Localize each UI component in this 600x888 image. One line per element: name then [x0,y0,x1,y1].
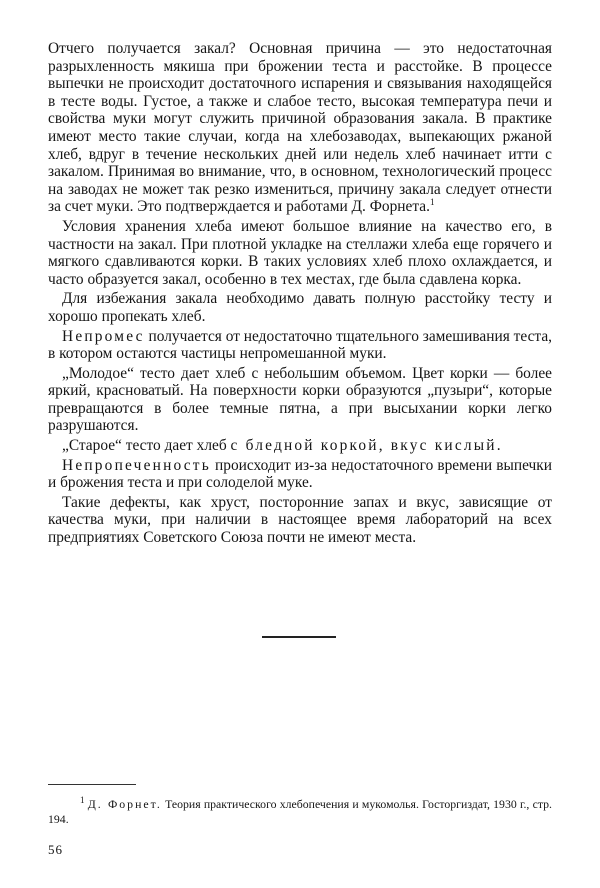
paragraph-5: „Молодое“ тесто дает хлеб с небольшим объемом. Цвет корки — более яркий, красноватый. На поверхности корки образуются „пузыри“, которые превращаются в более темные пятна, а при высыхании корки легко разрушаются. [48,364,552,435]
footnote-author: Д. Форнет. [87,797,162,811]
footnote [48,797,552,827]
paragraph-8: Такие дефекты, как хруст, посторонние запах и вкус, зависящие от качества муки, при наличии в настоящее время лабораторий на всех предприятиях Советского Союза почти не имеют места. [48,493,552,547]
paragraph-2: Условия хранения хлеба имеют большое влияние на качество его, в частности на закал. При плотной укладке на стеллажи хлеба еще горячего и мягкого сдавливаются корки. В таких условиях хлеб плохо охлаждается, и часто образуется закал, особенно в тех местах, где была сдавлена корка. [48,217,552,288]
paragraph-4 [48,328,552,363]
paragraph-1-text: Отчего получается закал? Основная причина — это недостаточная разрыхленность мякиша при брожении теста и расстойке. В процессе выпечки не происходит достаточного испарения и связывания находящейся в тесте воды. Густое, а также и слабое тесто, высокая температура печи и свойства муки могут служить причиной образования закала. В практике имеют место такие случаи, когда на хлебозаводах, выпекающих ржаной хлеб, вдруг в течение нескольких дней или недель хлеб начинает итти с закалом. Принимая во внимание, что, в основном, технологический процесс на заводах не может так резко измениться, причину закала следует отнести за счет муки. Это подтверждается и работами Д. Форнета. [48,40,552,216]
term-nepromes: Непромес [62,327,145,345]
paragraph-6-text: „Старое“ тесто дает хлеб [62,437,231,455]
paragraph-6-tail: . [496,437,501,455]
footnote-reference: 1 [429,197,435,208]
footnote-separator [48,784,136,785]
paragraph-4-text: получается от недостаточно тщательного замешивания теста, в котором остаются частицы непромешанной муки. [48,327,552,363]
term-nepropechennost: Непропеченность [62,456,211,474]
footnote-mark: 1 [80,795,85,806]
term-bledная-korka: с бледной коркой, вкус кислый [230,437,497,455]
paragraph-7 [48,457,552,492]
paragraph-3: Для избежания закала необходимо давать полную расстойку тесту и хорошо пропекать хлеб. [48,290,552,325]
paragraph-1 [48,40,552,216]
page-number: 56 [48,842,63,857]
section-end-rule [262,636,336,638]
page-body [48,40,552,547]
paragraph-7-text: происходит из-за недостаточного времени выпечки и брожения теста и при солоделой муке. [48,456,552,492]
footnote-text: Теория практического хлебопечения и мукомолья. Госторгиздат, 1930 г., стр. 194. [48,797,552,826]
paragraph-6 [48,437,552,455]
